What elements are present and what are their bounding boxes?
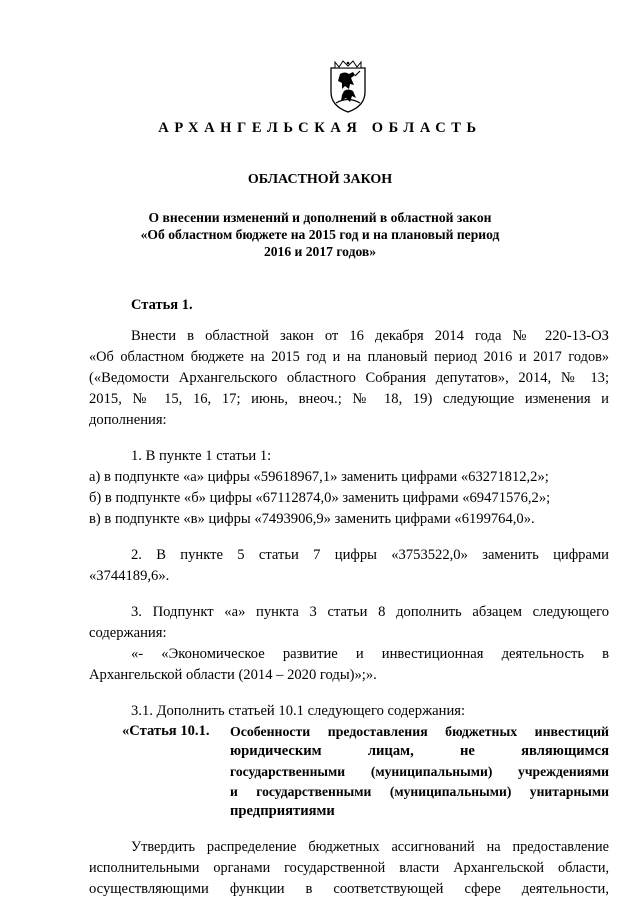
law-title-line: 2016 и 2017 годов»: [263, 244, 377, 259]
paragraph-line: 2015, № 15, 16, 17; июнь, внеоч.; № 18, 19) следующие изменения и: [89, 391, 609, 407]
item-line: 2. В пункте 5 статьи 7 цифры «3753522,0» заменить цифрами: [131, 547, 609, 563]
paragraph-line: («Ведомости Архангельского областного Собрания депутатов», 2014, № 13;: [89, 370, 609, 386]
item-line: а) в подпункте «а» цифры «59618967,1» заменить цифрами «63271812,2»;: [89, 469, 549, 485]
paragraph-line: осуществляющими функции в соответствующей сфере деятельности,: [89, 881, 609, 897]
item-line: содержания:: [89, 625, 167, 641]
paragraph-line: дополнения:: [89, 412, 167, 428]
article-10-1-title-line: предприятиями: [230, 803, 335, 819]
paragraph-line: Утвердить распределение бюджетных ассигнований на предоставление: [131, 839, 609, 855]
region-name: АРХАНГЕЛЬСКАЯ ОБЛАСТЬ: [158, 120, 482, 136]
law-title: [0, 209, 640, 260]
law-title-line: «Об областном бюджете на 2015 год и на плановый период: [140, 227, 500, 242]
paragraph-line: исполнительными органами государственной власти Архангельской области,: [89, 860, 609, 876]
article-10-1-label: «Статья 10.1.: [122, 723, 210, 739]
item-line: 1. В пункте 1 статьи 1:: [131, 448, 272, 464]
paragraph-line: Внести в областной закон от 16 декабря 2014 года № 220-13-ОЗ: [131, 328, 609, 344]
law-type: ОБЛАСТНОЙ ЗАКОН: [247, 172, 393, 187]
arkhangelsk-coat-of-arms-icon: [327, 58, 369, 114]
item-line: «3744189,6».: [89, 568, 170, 584]
article-10-1-title-line: Особенности предоставления бюджетных инвестиций: [230, 724, 609, 739]
law-title-line: О внесении изменений и дополнений в областной закон: [148, 210, 492, 225]
item-line: б) в подпункте «б» цифры «67112874,0» заменить цифрами «69471576,2»;: [89, 490, 551, 506]
article-10-1-title-line: государственными (муниципальными) учреждениями: [230, 764, 609, 779]
item-line: 3.1. Дополнить статьей 10.1 следующего содержания:: [131, 703, 466, 719]
article-heading: Статья 1.: [131, 297, 193, 313]
paragraph-line: «Об областном бюджете на 2015 год и на плановый период 2016 и 2017 годов»: [89, 349, 609, 365]
item-line: 3. Подпункт «а» пункта 3 статьи 8 дополнить абзацем следующего: [131, 604, 609, 620]
article-10-1-title-line: и государственными (муниципальными) унитарными: [230, 784, 609, 799]
item-line: в) в подпункте «в» цифры «7493906,9» заменить цифрами «6199764,0».: [89, 511, 535, 527]
item-line: Архангельской области (2014 – 2020 годы)»;».: [89, 667, 377, 683]
article-10-1-title-line: юридическим лицам, не являющимся: [230, 743, 609, 759]
item-line: «- «Экономическое развитие и инвестиционная деятельность в: [131, 646, 609, 662]
